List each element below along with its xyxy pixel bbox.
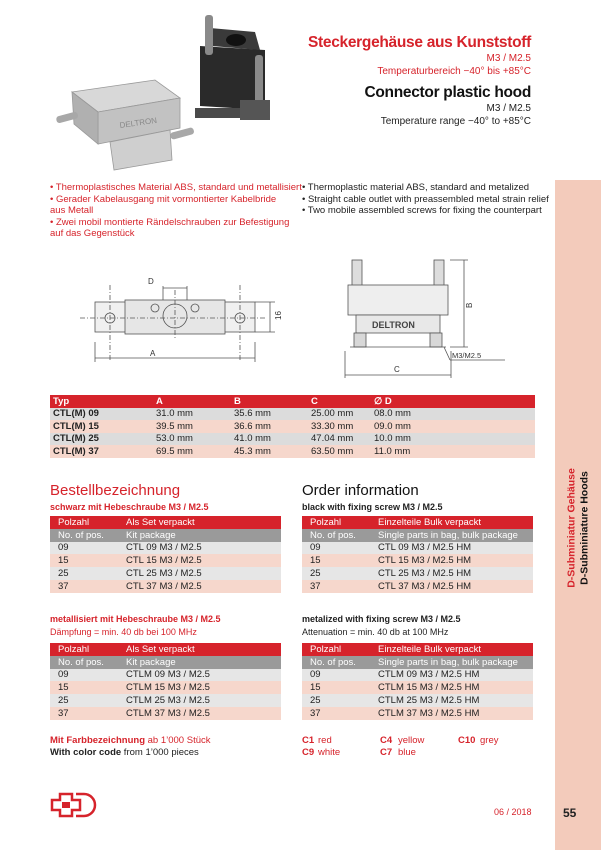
table-cell: 15 bbox=[302, 554, 370, 567]
order-table-black-de bbox=[50, 516, 281, 593]
title-de: Steckergehäuse aus Kunststoff bbox=[307, 34, 531, 51]
dim-label-16: 16 bbox=[274, 311, 283, 320]
color-code: C7 bbox=[380, 747, 393, 758]
table-row bbox=[50, 420, 535, 433]
order-metal-note-en: Attenuation = min. 40 db at 100 MHz bbox=[302, 627, 449, 637]
product-photo bbox=[50, 10, 290, 180]
table-cell: 15 bbox=[50, 681, 118, 694]
table-cell: CTLM 25 M3 / M2.5 HM bbox=[370, 694, 533, 707]
order-title-en: Order information bbox=[302, 482, 419, 499]
table-cell: 25 bbox=[302, 694, 370, 707]
side-tab-text bbox=[566, 468, 591, 588]
table-subheader-cell: No. of pos. bbox=[302, 656, 370, 669]
table-cell: 36.6 mm bbox=[231, 420, 308, 433]
table-cell: 37 bbox=[50, 580, 118, 593]
table-header-cell: C bbox=[308, 395, 371, 408]
table-cell: 69.5 mm bbox=[153, 445, 231, 458]
thread-en: M3 / M2.5 bbox=[486, 103, 531, 114]
table-cell: CTLM 15 M3 / M2.5 HM bbox=[370, 681, 533, 694]
table-cell: 63.50 mm bbox=[308, 445, 371, 458]
bullet-en: • Straight cable outlet with preassembled metal strain relief bbox=[302, 193, 549, 205]
table-cell: 25 bbox=[50, 567, 118, 580]
table-header-row bbox=[50, 395, 535, 408]
table-cell: 09 bbox=[302, 669, 370, 682]
table-row bbox=[50, 554, 281, 567]
bullet-de: auf das Gegenstück bbox=[50, 228, 135, 239]
table-header-cell: Polzahl bbox=[50, 516, 118, 529]
color-code: C10 bbox=[458, 735, 476, 746]
color-code: C4 bbox=[380, 735, 393, 746]
table-row bbox=[50, 580, 281, 593]
table-cell: 53.0 mm bbox=[153, 433, 231, 446]
table-cell: CTL(M) 15 bbox=[50, 420, 153, 433]
table-cell: 45.3 mm bbox=[231, 445, 308, 458]
table-cell: CTL 15 M3 / M2.5 bbox=[118, 554, 281, 567]
order-table-metal-de bbox=[50, 643, 281, 720]
page-number: 55 bbox=[563, 806, 577, 820]
table-cell: CTLM 25 M3 / M2.5 bbox=[118, 694, 281, 707]
table-cell: 37 bbox=[302, 580, 370, 593]
table-row bbox=[302, 567, 533, 580]
title-en: Connector plastic hood bbox=[364, 84, 531, 101]
svg-text:DELTRON: DELTRON bbox=[119, 115, 158, 130]
color-name: blue bbox=[398, 747, 416, 758]
color-codes bbox=[302, 735, 498, 759]
table-row bbox=[302, 681, 533, 694]
table-header-cell: Polzahl bbox=[302, 643, 370, 656]
table-cell: 09 bbox=[302, 542, 370, 555]
order-metal-sub-en: metalized with fixing screw M3 / M2.5 bbox=[302, 614, 461, 624]
bullets-en bbox=[302, 182, 549, 217]
bullet-en: • Thermoplastic material ABS, standard and metalized bbox=[302, 182, 530, 193]
table-cell: 39.5 mm bbox=[153, 420, 231, 433]
table-subheader-cell: No. of pos. bbox=[50, 529, 118, 542]
color-note-de-bold: Mit Farbbezeichnung bbox=[50, 735, 145, 746]
table-cell: CTLM 09 M3 / M2.5 HM bbox=[370, 669, 533, 682]
table-cell: 25 bbox=[302, 567, 370, 580]
table-cell: 37 bbox=[50, 707, 118, 720]
table-row bbox=[50, 567, 281, 580]
color-note-de: ab 1’000 Stück bbox=[145, 735, 211, 746]
table-row bbox=[302, 580, 533, 593]
table-header-row bbox=[50, 643, 281, 656]
table-cell: 47.04 mm bbox=[308, 433, 371, 446]
color-name: grey bbox=[480, 735, 499, 746]
dim-label-d: D bbox=[148, 277, 154, 286]
table-cell: 09.0 mm bbox=[371, 420, 535, 433]
table-row bbox=[50, 694, 281, 707]
table-row bbox=[50, 542, 281, 555]
table-header-cell: Polzahl bbox=[302, 516, 370, 529]
bullet-en: • Two mobile assembled screws for fixing the counterpart bbox=[302, 205, 542, 216]
table-subheader-row bbox=[50, 529, 281, 542]
order-title-de: Bestellbezeichnung bbox=[50, 482, 181, 499]
side-tab-line2: D-Subminiature Hoods bbox=[578, 471, 590, 585]
table-cell: CTL(M) 09 bbox=[50, 408, 153, 421]
table-cell: 10.0 mm bbox=[371, 433, 535, 446]
table-cell: CTL 15 M3 / M2.5 HM bbox=[370, 554, 533, 567]
table-cell: CTL 09 M3 / M2.5 HM bbox=[370, 542, 533, 555]
table-header-cell: Typ bbox=[50, 395, 153, 408]
table-cell: CTLM 15 M3 / M2.5 bbox=[118, 681, 281, 694]
table-row bbox=[302, 669, 533, 682]
technical-drawing bbox=[50, 250, 535, 390]
logo-text: DELTRON bbox=[372, 320, 415, 330]
company-logo-icon bbox=[50, 790, 98, 820]
order-black-sub-de: schwarz mit Hebeschraube M3 / M2.5 bbox=[50, 502, 209, 512]
color-code: C9 bbox=[302, 747, 315, 758]
order-metal-sub-de: metallisiert mit Hebeschraube M3 / M2.5 bbox=[50, 614, 221, 624]
dim-label-thread: M3/M2.5 bbox=[452, 351, 482, 360]
bullet-de: • Zwei mobil montierte Rändelschrauben zur Befestigung bbox=[50, 216, 290, 228]
table-subheader-row bbox=[302, 529, 533, 542]
dim-label-a: A bbox=[150, 349, 156, 358]
table-cell: CTLM 09 M3 / M2.5 bbox=[118, 669, 281, 682]
table-header-cell: B bbox=[231, 395, 308, 408]
table-cell: CTL(M) 37 bbox=[50, 445, 153, 458]
table-header-row bbox=[302, 516, 533, 529]
table-subheader-row bbox=[302, 656, 533, 669]
table-subheader-row bbox=[50, 656, 281, 669]
table-cell: 09 bbox=[50, 669, 118, 682]
table-row bbox=[302, 694, 533, 707]
table-header-cell: Einzelteile Bulk verpackt bbox=[370, 516, 533, 529]
color-name: yellow bbox=[398, 735, 425, 746]
table-cell: 15 bbox=[50, 554, 118, 567]
table-subheader-cell: No. of pos. bbox=[302, 529, 370, 542]
table-cell: CTL 37 M3 / M2.5 bbox=[118, 580, 281, 593]
table-header-cell: A bbox=[153, 395, 231, 408]
order-table-black-en bbox=[302, 516, 533, 593]
table-cell: 25.00 mm bbox=[308, 408, 371, 421]
table-cell: CTL(M) 25 bbox=[50, 433, 153, 446]
dimensions-table bbox=[50, 395, 535, 458]
table-cell: CTLM 37 M3 / M2.5 bbox=[118, 707, 281, 720]
table-header-cell: ∅ D bbox=[371, 395, 535, 408]
table-row bbox=[50, 707, 281, 720]
bullets-de bbox=[50, 182, 302, 240]
table-cell: 37 bbox=[302, 707, 370, 720]
color-code: C1 bbox=[302, 735, 315, 746]
table-header-cell: Als Set verpackt bbox=[118, 643, 281, 656]
table-subheader-cell: Single parts in bag, bulk package bbox=[370, 529, 533, 542]
temp-de: Temperaturbereich −40° bis +85°C bbox=[377, 66, 531, 77]
dim-label-c: C bbox=[394, 365, 400, 374]
color-code-note bbox=[50, 735, 211, 759]
bullet-de: aus Metall bbox=[50, 205, 94, 216]
table-cell: 15 bbox=[302, 681, 370, 694]
bullet-de: • Thermoplastisches Material ABS, standard und metallisiert bbox=[50, 182, 302, 193]
table-cell: 08.0 mm bbox=[371, 408, 535, 421]
table-cell: 11.0 mm bbox=[371, 445, 535, 458]
color-note-en-bold: With color code bbox=[50, 747, 122, 758]
color-name: white bbox=[318, 747, 341, 758]
order-black-sub-en: black with fixing screw M3 / M2.5 bbox=[302, 502, 443, 512]
table-subheader-cell: Kit package bbox=[118, 529, 281, 542]
table-header-cell: Als Set verpackt bbox=[118, 516, 281, 529]
table-header-row bbox=[302, 643, 533, 656]
table-header-row bbox=[50, 516, 281, 529]
table-cell: 09 bbox=[50, 542, 118, 555]
side-tab-line1: D-Subminiatur Gehäuse bbox=[565, 468, 578, 588]
order-metal-note-de: Dämpfung = min. 40 db bei 100 MHz bbox=[50, 627, 197, 637]
table-cell: 35.6 mm bbox=[231, 408, 308, 421]
table-cell: CTL 09 M3 / M2.5 bbox=[118, 542, 281, 555]
table-cell: 31.0 mm bbox=[153, 408, 231, 421]
table-subheader-cell: Kit package bbox=[118, 656, 281, 669]
table-cell: CTL 25 M3 / M2.5 HM bbox=[370, 567, 533, 580]
footer-date: 06 / 2018 bbox=[494, 807, 532, 817]
bullet-de: • Gerader Kabelausgang mit vormontierter Kabelbride bbox=[50, 193, 277, 205]
table-row bbox=[302, 707, 533, 720]
table-row bbox=[50, 445, 535, 458]
order-table-metal-en bbox=[302, 643, 533, 720]
table-cell: 33.30 mm bbox=[308, 420, 371, 433]
table-cell: CTL 25 M3 / M2.5 bbox=[118, 567, 281, 580]
table-row bbox=[50, 669, 281, 682]
table-row bbox=[50, 408, 535, 421]
table-row bbox=[302, 554, 533, 567]
table-row bbox=[50, 433, 535, 446]
table-cell: CTL 37 M3 / M2.5 HM bbox=[370, 580, 533, 593]
table-cell: CTLM 37 M3 / M2.5 HM bbox=[370, 707, 533, 720]
table-cell: 41.0 mm bbox=[231, 433, 308, 446]
table-cell: 25 bbox=[50, 694, 118, 707]
table-row bbox=[50, 681, 281, 694]
thread-de: M3 / M2.5 bbox=[486, 53, 531, 64]
table-subheader-cell: No. of pos. bbox=[50, 656, 118, 669]
color-name: red bbox=[318, 735, 332, 746]
table-header-cell: Einzelteile Bulk verpackt bbox=[370, 643, 533, 656]
dim-label-b: B bbox=[465, 302, 474, 308]
table-row bbox=[302, 542, 533, 555]
color-note-en: from 1’000 pieces bbox=[121, 747, 199, 758]
table-subheader-cell: Single parts in bag, bulk package bbox=[370, 656, 533, 669]
table-header-cell: Polzahl bbox=[50, 643, 118, 656]
temp-en: Temperature range −40° to +85°C bbox=[380, 116, 531, 127]
